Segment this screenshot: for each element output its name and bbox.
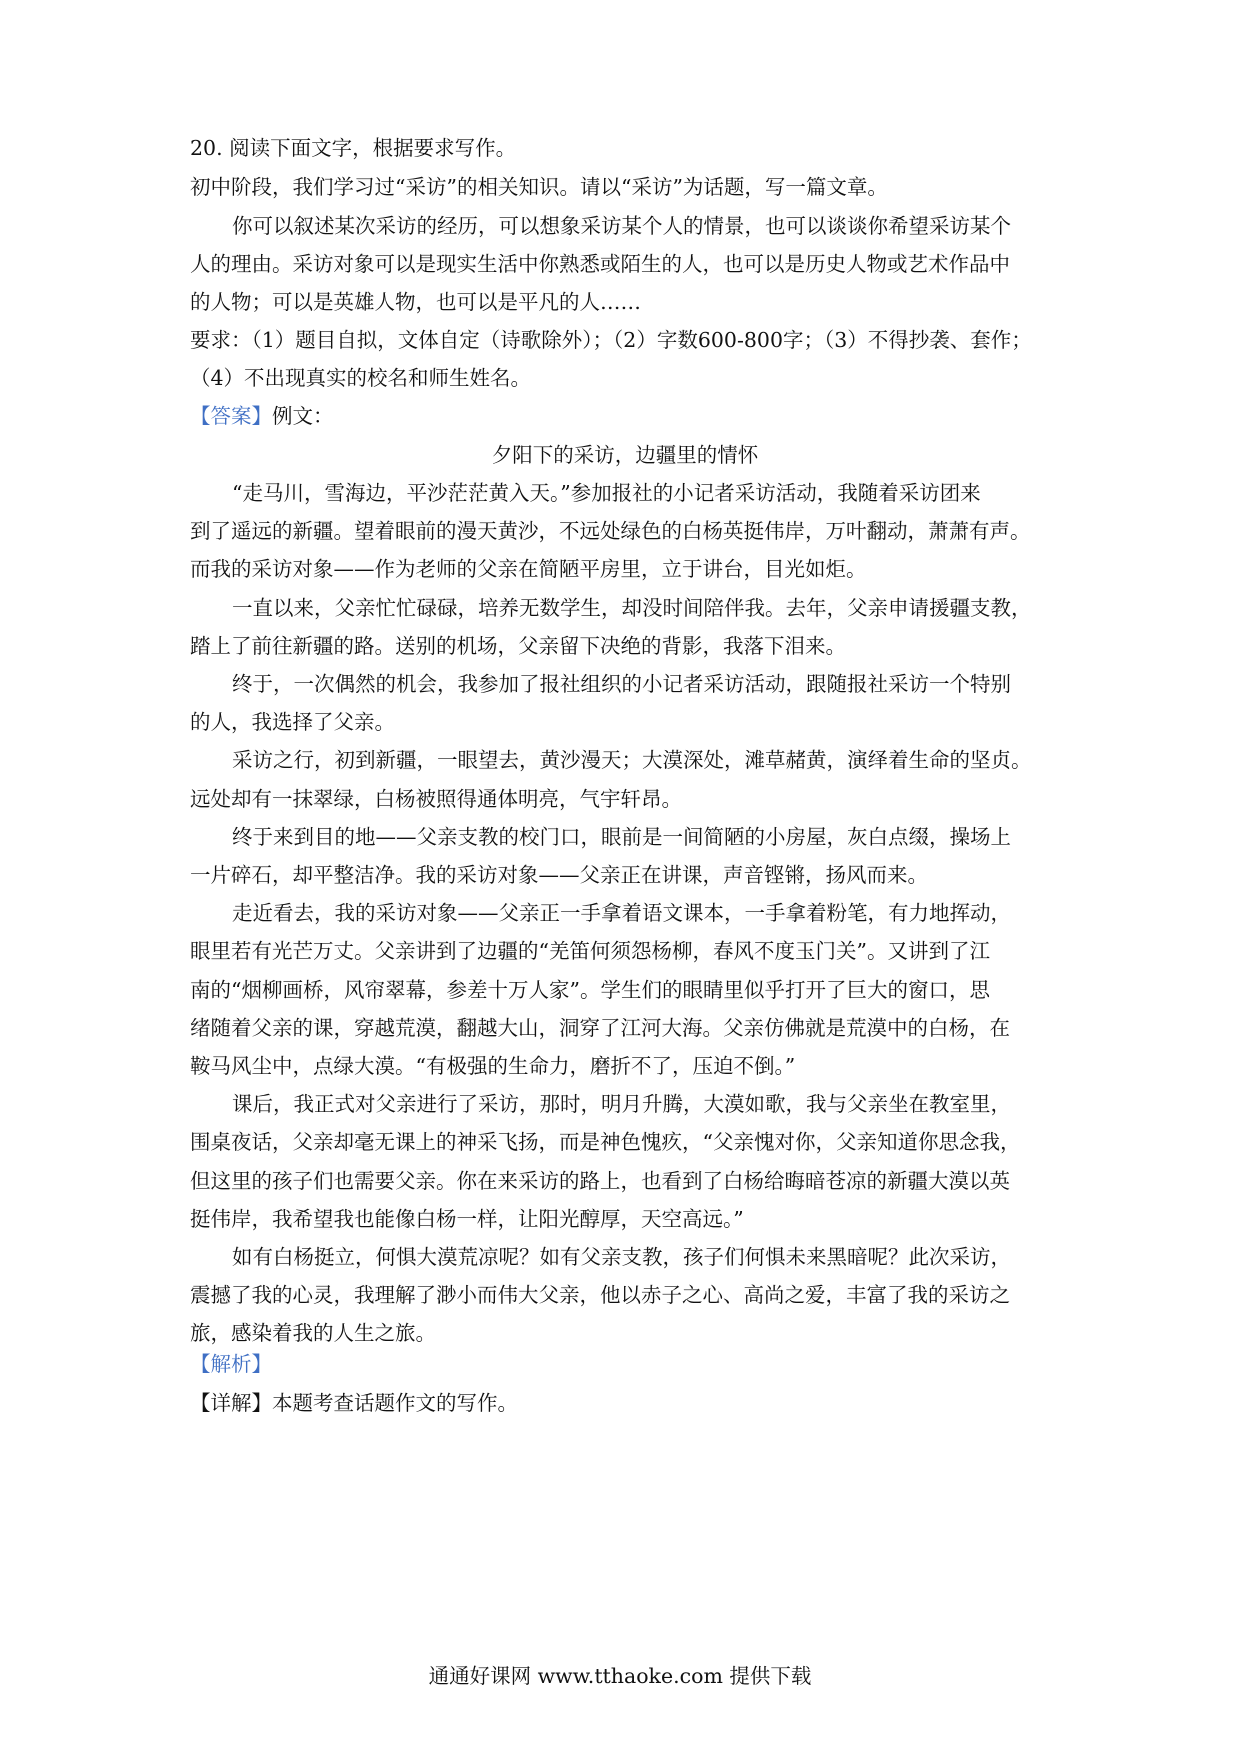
essay-line: 而我的采访对象——作为老师的父亲在简陋平房里，立于讲台，目光如炬。: [190, 557, 867, 581]
detail-line: [190, 1389, 1060, 1417]
answer-header: [190, 402, 1060, 430]
essay-line: 震撼了我的心灵，我理解了渺小而伟大父亲，他以赤子之心、高尚之爱，丰富了我的采访之: [190, 1283, 1010, 1307]
essay-line: 旅，感染着我的人生之旅。: [190, 1321, 436, 1345]
prompt-line: 的人物；可以是英雄人物，也可以是平凡的人……: [190, 290, 641, 314]
question-intro: 初中阶段，我们学习过“采访”的相关知识。请以“采访”为话题，写一篇文章。: [190, 175, 888, 199]
question-heading: 20. 阅读下面文字，根据要求写作。: [190, 136, 517, 160]
page-footer: 通通好课网 www.tthaoke.com 提供下载: [428, 1664, 812, 1688]
essay-line: 绪随着父亲的课，穿越荒漠，翻越大山，洞穿了江河大海。父亲仿佛就是荒漠中的白杨，在: [190, 1016, 1010, 1040]
essay-line: 到了遥远的新疆。望着眼前的漫天黄沙，不远处绿色的白杨英挺伟岸，万叶翻动，萧萧有声。: [190, 519, 1031, 543]
essay-line: 南的“烟柳画桥，风帘翠幕，参差十万人家”。学生们的眼睛里似乎打开了巨大的窗口，思: [190, 978, 990, 1002]
essay-line: 但这里的孩子们也需要父亲。你在来采访的路上，也看到了白杨给晦暗苍凉的新疆大漠以英: [190, 1169, 1010, 1193]
essay-line: 采访之行，初到新疆，一眼望去，黄沙漫天；大漠深处，滩草赭黄，演绎着生命的坚贞。: [232, 748, 1032, 772]
essay-title: 夕阳下的采访，边疆里的情怀: [491, 443, 759, 467]
answer-label: 例文：: [272, 404, 334, 428]
detail-tag: 【详解】: [190, 1391, 272, 1415]
essay-line: 围桌夜话，父亲却毫无课上的神采飞扬，而是神色愧疚，“父亲愧对你，父亲知道你思念我，: [190, 1130, 1021, 1154]
prompt-line: 你可以叙述某次采访的经历，可以想象采访某个人的情景，也可以谈谈你希望采访某个: [232, 214, 1011, 238]
essay-line: 走近看去，我的采访对象——父亲正一手拿着语文课本，一手拿着粉笔，有力地挥动，: [232, 901, 1011, 925]
analysis-tag: [190, 1350, 1060, 1378]
essay-line: 挺伟岸，我希望我也能像白杨一样，让阳光醇厚，天空高远。”: [190, 1207, 744, 1231]
detail-text: 本题考查话题作文的写作。: [272, 1391, 518, 1415]
answer-tag: 【答案】: [190, 404, 272, 428]
essay-line: 一直以来，父亲忙忙碌碌，培养无数学生，却没时间陪伴我。去年，父亲申请援疆支教，: [232, 596, 1032, 620]
essay-line: 踏上了前往新疆的路。送别的机场，父亲留下决绝的背影，我落下泪来。: [190, 634, 846, 658]
essay-line: 远处却有一抹翠绿，白杨被照得通体明亮，气宇轩昂。: [190, 787, 682, 811]
requirements-line: （4）不出现真实的校名和师生姓名。: [190, 366, 532, 390]
essay-line: 的人，我选择了父亲。: [190, 710, 395, 734]
analysis-label: 【解析】: [190, 1352, 272, 1376]
essay-line: 眼里若有光芒万丈。父亲讲到了边疆的“羌笛何须怨杨柳，春风不度玉门关”。又讲到了江: [190, 939, 990, 963]
prompt-line: 人的理由。采访对象可以是现实生活中你熟悉或陌生的人，也可以是历史人物或艺术作品中: [190, 252, 1010, 276]
essay-line: “走马川，雪海边，平沙茫茫黄入天。”参加报社的小记者采访活动，我随着采访团来: [232, 481, 981, 505]
requirements-line: 要求：（1）题目自拟，文体自定（诗歌除外）；（2）字数600-800字；（3）不得抄袭、套作；: [190, 328, 1032, 352]
essay-line: 终于，一次偶然的机会，我参加了报社组织的小记者采访活动，跟随报社采访一个特别: [232, 672, 1011, 696]
essay-line: 课后，我正式对父亲进行了采访，那时，明月升腾，大漠如歌，我与父亲坐在教室里，: [232, 1092, 1011, 1116]
essay-line: 终于来到目的地——父亲支教的校门口，眼前是一间简陋的小房屋，灰白点缀，操场上: [232, 825, 1011, 849]
essay-line: 鞍马风尘中，点绿大漠。“有极强的生命力，磨折不了，压迫不倒。”: [190, 1054, 796, 1078]
essay-line: 一片碎石，却平整洁净。我的采访对象——父亲正在讲课，声音铿锵，扬风而来。: [190, 863, 928, 887]
essay-line: 如有白杨挺立，何惧大漠荒凉呢？如有父亲支教，孩子们何惧未来黑暗呢？此次采访，: [232, 1245, 1011, 1269]
